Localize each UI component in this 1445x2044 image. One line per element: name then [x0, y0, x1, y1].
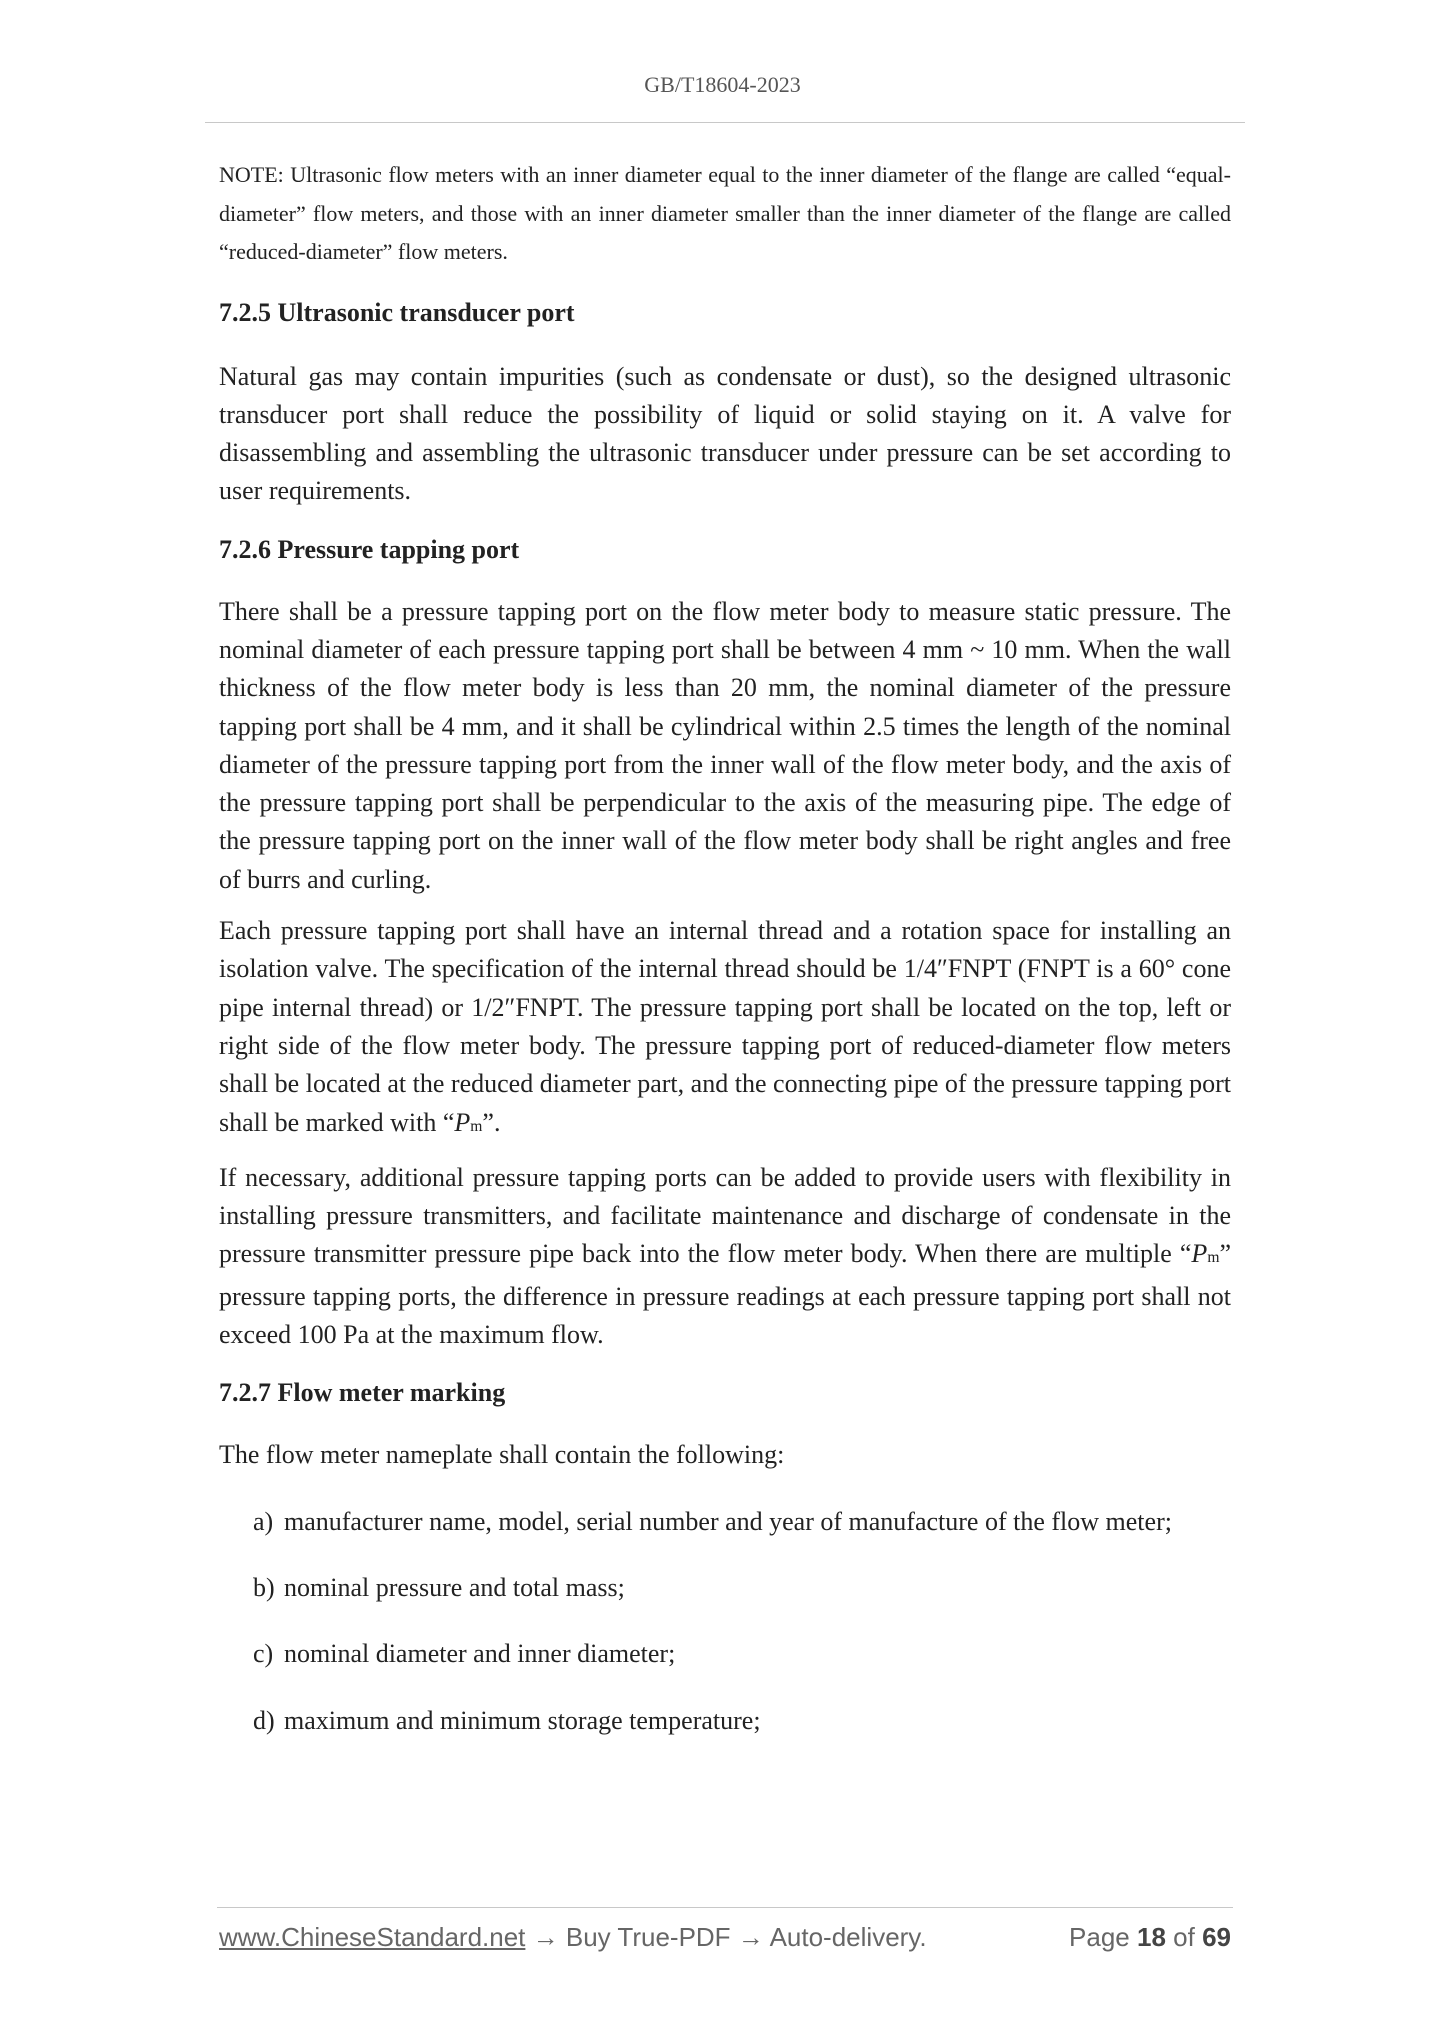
footer-divider	[217, 1907, 1233, 1908]
pressure-symbol-subscript: m	[1207, 1249, 1220, 1267]
list-item	[253, 1702, 1231, 1740]
list-item-text: nominal pressure and total mass;	[284, 1572, 625, 1602]
section-heading-7-2-7: 7.2.7 Flow meter marking	[219, 1378, 506, 1408]
list-item-text: maximum and minimum storage temperature;	[284, 1705, 761, 1735]
document-header: GB/T18604-2023	[644, 72, 801, 97]
nameplate-items-list	[219, 1503, 1231, 1740]
section-paragraph: Natural gas may contain impurities (such as condensate or dust), so the designed ultrasonic transducer port shall reduce the possibility of liquid or solid staying on it. A valve for disassembling and assembling the ultrasonic transducer under pressure can be set according to user requirements.	[219, 361, 1231, 506]
list-item	[253, 1503, 1231, 1541]
section-intro: The flow meter nameplate shall contain the following:	[219, 1440, 785, 1470]
pressure-symbol: P	[1191, 1239, 1208, 1269]
total-page-count: 69	[1202, 1922, 1231, 1952]
pressure-symbol: P	[454, 1107, 471, 1137]
section-heading-7-2-5: 7.2.5 Ultrasonic transducer port	[219, 297, 575, 327]
website-link[interactable]: www.ChineseStandard.net	[219, 1922, 526, 1952]
list-item-text: nominal diameter and inner diameter;	[284, 1639, 676, 1669]
footer-promo	[219, 1922, 927, 1953]
list-item-marker: d)	[253, 1705, 275, 1735]
pressure-symbol-subscript: m	[470, 1117, 483, 1135]
list-item-marker: b)	[253, 1572, 275, 1602]
section-paragraph: There shall be a pressure tapping port on the flow meter body to measure static pressure. The nominal diameter of each pressure tapping port shall be between 4 mm ~ 10 mm. When the wall thickness of the flow meter body is less than 20 mm, the nominal diameter of the pressure tapping port shall be 4 mm, and it shall be cylindrical within 2.5 times the length of the nominal diameter of the pressure tapping port from the inner wall of the flow meter body, and the axis of the pressure tapping port shall be perpendicular to the axis of the measuring pipe. The edge of the pressure tapping port on the inner wall of the flow meter body shall be right angles and free of burrs and curling.	[219, 596, 1231, 894]
list-item-text: manufacturer name, model, serial number and year of manufacture of the flow meter;	[284, 1506, 1172, 1536]
page-content	[219, 156, 1231, 1740]
list-item	[253, 1569, 1231, 1607]
list-item-marker: a)	[253, 1506, 274, 1536]
page-indicator: Page 18 of 69	[1069, 1922, 1231, 1952]
list-item	[253, 1635, 1231, 1673]
current-page-number: 18	[1137, 1922, 1166, 1952]
list-item-marker: c)	[253, 1639, 274, 1669]
note-paragraph: NOTE: Ultrasonic flow meters with an inner diameter equal to the inner diameter of the flange are called “equal-diameter” flow meters, and those with an inner diameter smaller than the inner diameter of the flange are called “reduced-diameter” flow meters.	[219, 162, 1231, 264]
footer-promo-text: → Buy True-PDF → Auto-delivery.	[525, 1922, 927, 1952]
section-paragraph: If necessary, additional pressure tapping ports can be added to provide users with flexibility in installing pressure transmitters, and facilitate maintenance and discharge of condensate in the pressure transmitter pressure pipe back into the flow meter body. When there are multiple “Pm” pressure tapping ports, the difference in pressure readings at each pressure tapping port shall not exceed 100 Pa at the maximum flow.	[219, 1162, 1231, 1350]
section-heading-7-2-6: 7.2.6 Pressure tapping port	[219, 534, 520, 564]
page-footer	[219, 1922, 1231, 1958]
header-divider	[205, 122, 1245, 123]
section-paragraph: Each pressure tapping port shall have an internal thread and a rotation space for installing an isolation valve. The specification of the internal thread should be 1/4″FNPT (FNPT is a 60° cone pipe internal thread) or 1/2″FNPT. The pressure tapping port shall be located on the top, left or right side of the flow meter body. The pressure tapping port of reduced-diameter flow meters shall be located at the reduced diameter part, and the connecting pipe of the pressure tapping port shall be marked with “Pm”.	[219, 916, 1231, 1137]
